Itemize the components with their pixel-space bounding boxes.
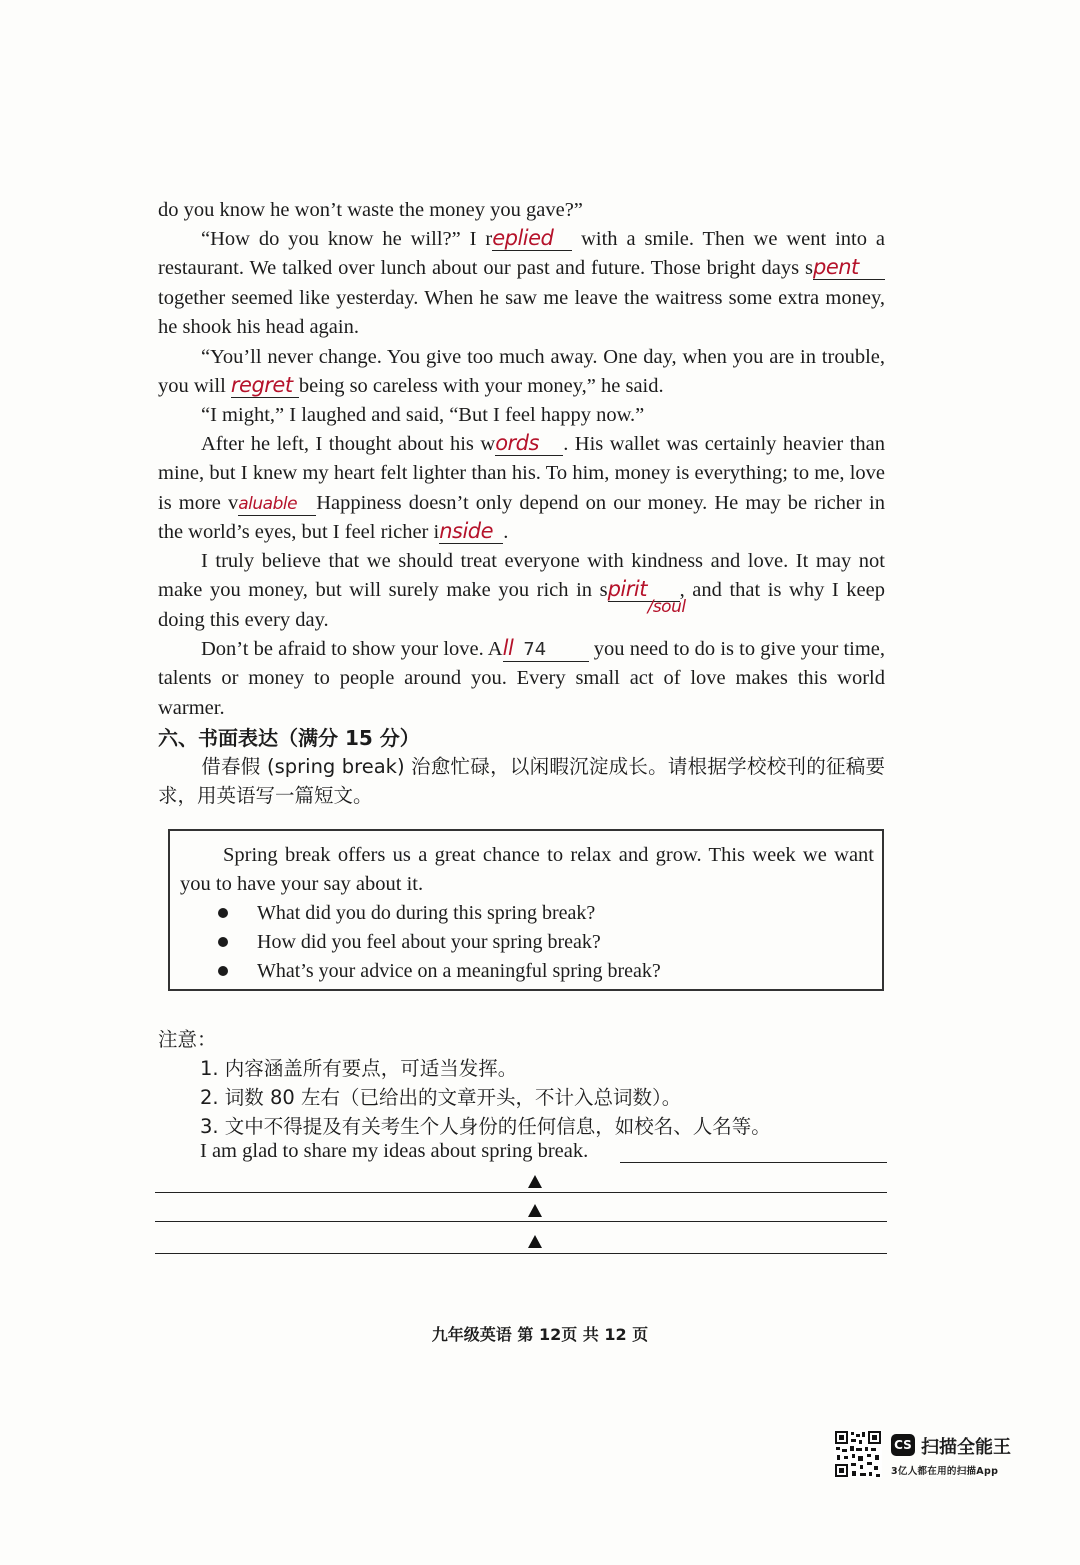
bullet-dot-icon (218, 908, 228, 918)
page-footer: 九年级英语 第 12页 共 12 页 (431, 1325, 649, 1344)
bullet-dot-icon (218, 966, 228, 976)
answer-blank-spirit (607, 577, 686, 618)
bullet-dot-icon (218, 937, 228, 947)
triangle-marker-icon (528, 1204, 542, 1217)
handwritten-answer: pent (813, 255, 859, 280)
writing-line (155, 1192, 887, 1193)
section-instruction: 借春假 (spring break) 治愈忙碌，以闲暇沉淀成长。请根据学校校刊的征稿要求，用英语写一篇短文。 (158, 755, 885, 808)
answer-blank-all (503, 637, 589, 662)
note-item: 3. 文中不得提及有关考生个人身份的任何信息，如校名、人名等。 (200, 1115, 771, 1138)
note-item: 2. 词数 80 左右（已给出的文章开头，不计入总词数）。 (200, 1086, 682, 1109)
triangle-marker-icon (528, 1175, 542, 1188)
handwritten-answer: ords (495, 431, 539, 455)
passage-text: do you know he won’t waste the money you gave?” (158, 199, 583, 221)
camscanner-logo-icon: CS (891, 1434, 915, 1456)
writing-line (155, 1253, 887, 1254)
passage-paragraph-7: Don’t be afraid to show your love. All 74 you need to do is to give your time, talents or money to people around you. Every small act of love makes this world warmer. (158, 636, 886, 719)
prompt-box: Spring break offers us a great chance to relax and grow. This week we want you to have your say about it. What did you do during this spring break? How did you feel about your spring break? What’s your advice on a meaningful spring break? (168, 829, 884, 991)
handwritten-answer: ll (502, 636, 514, 660)
handwritten-answer: pirit (607, 577, 647, 602)
passage-paragraph-6: I truly believe that we should treat everyone with kindness and love. It may not make you money, but will surely make you rich in spirit /soul , and that is why I keep doing this every day. (158, 550, 885, 631)
answer-blank-regret (231, 374, 299, 398)
handwritten-answer: eplied (492, 226, 554, 250)
passage-line-1 (158, 196, 885, 225)
handwritten-answer: regret (230, 373, 293, 398)
qr-code-icon (834, 1430, 882, 1478)
writing-line (155, 1221, 887, 1222)
camscanner-name: 扫描全能王 (921, 1437, 1011, 1458)
triangle-marker-icon (528, 1235, 542, 1248)
section-title: 六、书面表达（满分 15 分） (158, 726, 420, 750)
essay-starter: I am glad to share my ideas about spring break. (200, 1140, 589, 1162)
writing-line (620, 1162, 887, 1163)
notes-title: 注意： (158, 1028, 217, 1051)
passage-paragraph-2: “How do you know he will?” I replied with a smile. Then we went into a restaurant. We talked over lunch about our past and future. Those bright days spent together seemed like yesterday. When he saw me leave the waitress some extra money, he shook his head again. (158, 226, 885, 338)
prompt-intro: Spring break offers us a great chance to relax and grow. This week we want you to have your say about it. (180, 844, 874, 896)
answer-blank-words (495, 432, 563, 456)
note-item: 1. 内容涵盖所有要点，可适当发挥。 (200, 1057, 518, 1080)
answer-blank-valuable (238, 492, 316, 516)
handwritten-answer: nside (439, 518, 494, 543)
handwritten-alternative-answer: /soul (647, 597, 686, 618)
passage-paragraph-5: After he left, I thought about his words . His wallet was certainly heavier than mine, but I knew my heart felt lighter than his. To him, money is everything; to me, love is more valuable Happiness doesn’t only depend on our money. He may be richer in the world’s eyes, but I feel richer inside . (158, 431, 885, 543)
passage-paragraph-4: “I might,” I laughed and said, “But I feel happy now.” (201, 404, 645, 426)
camscanner-tagline: 3亿人都在用的扫描App (891, 1466, 999, 1477)
answer-blank-inside (439, 520, 503, 544)
answer-blank-replied (492, 227, 572, 251)
passage-paragraph-3: “You’ll never change. You give too much away. One day, when you are in trouble, you will regret being so careless with your money,” he said. (158, 346, 885, 398)
question-number-mark: 74 (523, 639, 547, 660)
handwritten-answer: aluable (238, 493, 298, 514)
answer-blank-spent (813, 256, 885, 280)
